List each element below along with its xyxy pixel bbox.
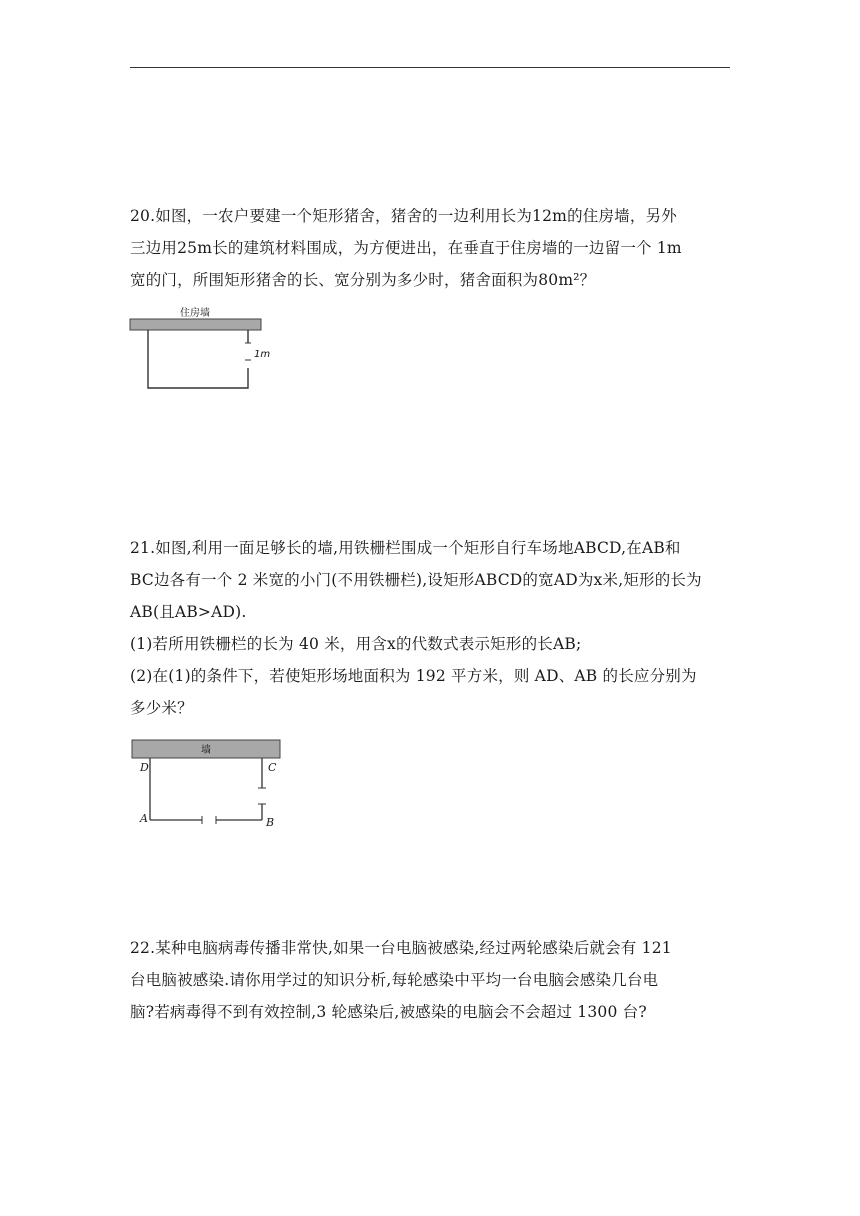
- point-c-label: C: [268, 761, 277, 774]
- problem-20-line-1: 20.如图，一农户要建一个矩形猪舍，猪舍的一边利用长为12m的住房墙，另外: [130, 207, 677, 225]
- point-a-label: A: [140, 812, 148, 825]
- problem-21-line-2: BC边各有一个 2 米宽的小门(不用铁栅栏),设矩形ABCD的宽AD为x米,矩形的长为: [130, 571, 702, 589]
- problem-21-question-2-cont: 多少米？: [130, 699, 193, 717]
- problem-21: [130, 532, 730, 724]
- gate-width-label: 1m: [254, 349, 271, 360]
- problem-20: [130, 200, 730, 296]
- wall-label: 墙: [201, 745, 211, 756]
- problem-21-question-1: (1)若所用铁栅栏的长为 40 米，用含x的代数式表示矩形的长AB;: [130, 635, 582, 653]
- problem-20-line-2: 三边用25m长的建筑材料围成，为方便进出，在垂直于住房墙的一边留一个 1m: [130, 239, 682, 257]
- problem-21-line-3: AB(且AB>AD).: [130, 603, 247, 621]
- bike-lot-figure: [128, 736, 288, 832]
- problem-22-line-2: 台电脑被感染.请你用学过的知识分析,每轮感染中平均一台电脑会感染几台电: [130, 971, 659, 989]
- house-wall: [130, 319, 261, 330]
- header-rule: [130, 67, 730, 68]
- problem-22: [130, 932, 730, 1028]
- point-d-label: D: [140, 761, 149, 774]
- pigsty-fence: [148, 330, 248, 388]
- problem-21-line-1: 21.如图,利用一面足够长的墙,用铁栅栏围成一个矩形自行车场地ABCD,在AB和: [130, 539, 681, 557]
- problem-22-line-1: 22.某种电脑病毒传播非常快,如果一台电脑被感染,经过两轮感染后就会有 121: [130, 939, 672, 957]
- problem-22-line-3: 脑?若病毒得不到有效控制,3 轮感染后,被感染的电脑会不会超过 1300 台?: [130, 1003, 647, 1021]
- pigsty-figure: [128, 305, 278, 395]
- problem-20-line-3: 宽的门，所围矩形猪舍的长、宽分别为多少时，猪舍面积为80m²？: [130, 271, 596, 289]
- problem-21-question-2: (2)在(1)的条件下，若使矩形场地面积为 192 平方米，则 AD、AB 的长应分别为: [130, 667, 697, 685]
- point-b-label: B: [266, 816, 275, 829]
- house-wall-label: 住房墙: [180, 308, 210, 319]
